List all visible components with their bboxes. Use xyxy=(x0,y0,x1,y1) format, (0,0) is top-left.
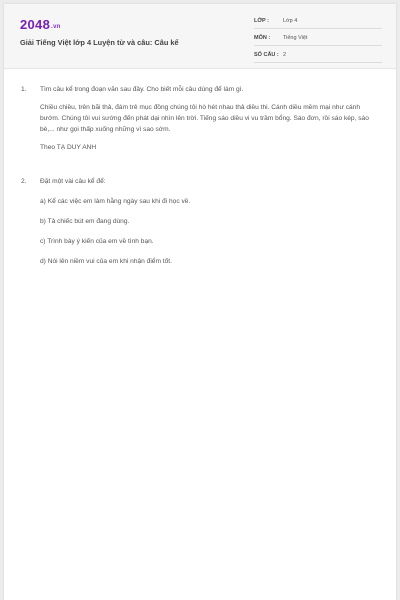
question-text: Tìm câu kể trong đoạn văn sau đây. Cho biết mỗi câu dùng để làm gì. xyxy=(40,86,244,93)
meta-info xyxy=(254,14,382,65)
meta-value: Lớp 4 xyxy=(283,18,298,24)
document-title: Giải Tiếng Việt lớp 4 Luyện từ và câu: Câu kể xyxy=(20,38,179,47)
question-item: b) Tả chiếc bút em đang dùng. xyxy=(40,218,130,225)
question-number: 1. xyxy=(21,86,27,93)
meta-label: LỚP : xyxy=(254,18,269,24)
question-1 xyxy=(18,84,380,153)
passage-source: Theo TẠ DUY ANH xyxy=(40,144,97,151)
question-text: Đặt một vài câu kể để: xyxy=(40,178,106,185)
document-content xyxy=(18,84,380,276)
meta-value: Tiếng Việt xyxy=(283,35,308,41)
meta-row-question-count xyxy=(254,48,382,63)
question-item: d) Nói lên niềm vui của em khi nhận điểm tốt. xyxy=(40,258,172,265)
logo-tld: .vn xyxy=(51,24,61,30)
site-logo[interactable] xyxy=(20,17,61,32)
question-item: a) Kể các việc em làm hằng ngày sau khi đi học về. xyxy=(40,198,191,205)
document-page xyxy=(4,4,396,600)
meta-label: MÔN : xyxy=(254,35,271,41)
question-number: 2. xyxy=(21,178,27,185)
question-2 xyxy=(18,176,380,267)
meta-row-subject xyxy=(254,31,382,46)
question-item: c) Trình bày ý kiến của em về tình bạn. xyxy=(40,238,154,245)
logo-text: 2048 xyxy=(20,17,51,32)
document-header xyxy=(4,4,396,69)
meta-label: SỐ CÂU : xyxy=(254,52,279,58)
meta-value: 2 xyxy=(283,52,287,58)
meta-row-grade xyxy=(254,14,382,29)
question-passage: Chiều chiều, trên bãi thả, đám trẻ mục đồng chúng tôi hò hét nhau thả diều thi. Cánh diều mềm mại như cánh bướm. Chúng tôi vui sướng đến phát dại nhìn lên trời. Tiếng sáo diều vi vu trầm bổng. Sáo đơn, rồi sáo kép, sáo bè,... như gọi thấp xuống những vì sao sớm. xyxy=(40,104,369,133)
